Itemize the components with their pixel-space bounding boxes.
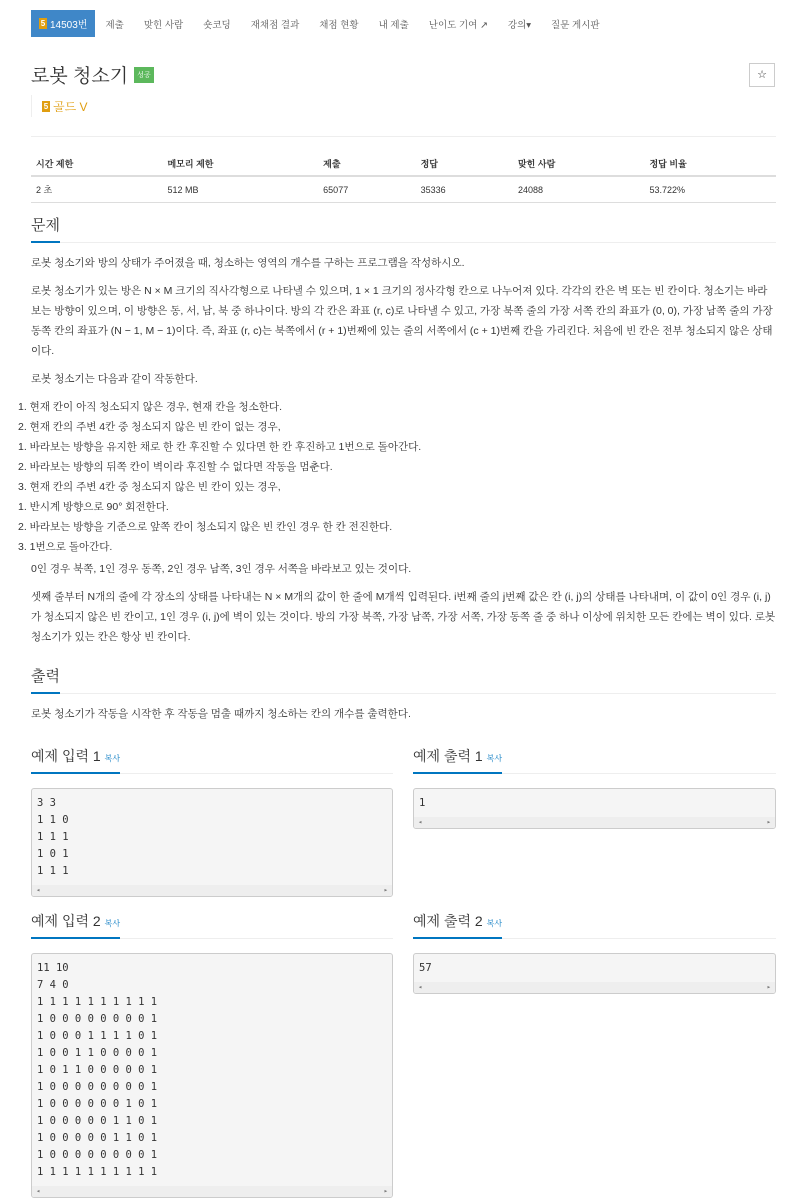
sample-text: 57 bbox=[419, 962, 432, 974]
td: 512 MB bbox=[162, 176, 318, 203]
td: 2 초 bbox=[31, 176, 162, 203]
page-title bbox=[31, 61, 154, 88]
list-item: 1. 바라보는 방향을 유지한 채로 한 칸 후진할 수 있다면 한 칸 후진하고 1번으로 돌아간다. bbox=[18, 441, 422, 453]
sample-output-2[interactable] bbox=[413, 953, 776, 994]
problem-p1: 로봇 청소기와 방의 상태가 주어졌을 때, 청소하는 영역의 개수를 구하는 프로그램을 작성하시오. bbox=[31, 257, 465, 269]
tier-label[interactable] bbox=[31, 95, 88, 117]
problem-section-header bbox=[31, 214, 776, 243]
th: 시간 제한 bbox=[31, 152, 162, 176]
tier-text: 골드 V bbox=[53, 99, 88, 114]
scrollbar[interactable]: ◂ ▸ bbox=[32, 1186, 392, 1197]
sample-output-1-heading bbox=[413, 746, 776, 774]
sample-input-2-heading bbox=[31, 911, 393, 939]
nav-lectures[interactable]: 강의▾ bbox=[507, 19, 532, 31]
problem-p2: 로봇 청소기가 있는 방은 N × M 크기의 직사각형으로 나타낼 수 있으며, 1 × 1 크기의 정사각형 칸으로 나누어져 있다. 각각의 칸은 벽 또는 빈 칸이다. 청소기는 바라보는 방향이 있으며, 이 방향은 동, 서, 남, 북 중 하나이다. 방의 각 칸은 좌표 (r, c)로 나타낼 수 있고, 가장 북쪽 줄의 가장 서쪽 칸의 좌표가 (0, 0), 가장 남쪽 줄의 가장 동쪽 칸의 좌표가 (N − 1, M − 1)이다. 즉, 좌표 (r, c)는 북쪽에서 (r + 1)번째에 있는 줄의 서쪽에서 (c + 1)번째 칸을 가리킨다. 처음에 빈 칸은 전부 청소되지 않은 상태이다. bbox=[31, 285, 773, 357]
problem-p4: 0인 경우 북쪽, 1인 경우 동쪽, 2인 경우 남쪽, 3인 경우 서쪽을 바라보고 있는 것이다. bbox=[31, 563, 412, 575]
sample-input-2[interactable] bbox=[31, 953, 393, 1198]
sample-input-1[interactable] bbox=[31, 788, 393, 897]
nav-submit[interactable]: 제출 bbox=[105, 19, 124, 31]
sample-output-1[interactable] bbox=[413, 788, 776, 829]
nav-status[interactable]: 채점 현황 bbox=[319, 19, 359, 31]
scrollbar[interactable]: ◂ ▸ bbox=[32, 885, 392, 896]
output-text: 로봇 청소기가 작동을 시작한 후 작동을 멈출 때까지 청소하는 칸의 개수를 출력한다. bbox=[31, 708, 411, 720]
list-item: 2. 바라보는 방향의 뒤쪽 칸이 벽이라 후진할 수 없다면 작동을 멈춘다. bbox=[18, 461, 333, 473]
samples-grid bbox=[31, 746, 776, 1198]
list-item: 1. 현재 칸이 아직 청소되지 않은 경우, 현재 칸을 청소한다. bbox=[18, 401, 282, 413]
nav-rejudge[interactable]: 재채점 결과 bbox=[250, 19, 300, 31]
nav-problem-id[interactable] bbox=[31, 10, 95, 37]
tier-icon: 5 bbox=[40, 19, 46, 28]
th: 메모리 제한 bbox=[162, 152, 318, 176]
divider bbox=[31, 136, 776, 137]
sample-output-1-block bbox=[413, 746, 776, 897]
sample-text: 11 10 7 4 0 1 1 1 1 1 1 1 1 1 1 1 0 0 0 0 0 0 0 0 1 1 0 0 0 1 1 1 1 0 1 1 0 0 1 1 0 0 0 0 1 1 0 1 1 0 0 0 0 0 1 1 0 0 0 0 0 0 0 0 1 1 0 0 0 0 0 0 1 0 1 1 0 0 0 0 0 1 1 0 1 1 0 0 0 0 0 1 1 0 1 1 0 0 0 0 0 0 0 0 1 1 1 1 1 1 1 1 1 1 1 bbox=[37, 962, 158, 1178]
list-item: 3. 1번으로 돌아간다. bbox=[18, 541, 113, 553]
heading-text: 예제 입력 1 bbox=[31, 748, 101, 764]
sample-text: 1 bbox=[419, 797, 426, 809]
sample-output-2-heading bbox=[413, 911, 776, 939]
tier-icon: 5 bbox=[43, 101, 49, 111]
list-item: 1. 반시계 방향으로 90° 회전한다. bbox=[18, 501, 169, 513]
list-item: 2. 바라보는 방향을 기준으로 앞쪽 칸이 청소되지 않은 빈 칸인 경우 한 칸 전진한다. bbox=[18, 521, 393, 533]
status-badge: 성공 bbox=[134, 67, 154, 83]
th: 제출 bbox=[318, 152, 415, 176]
sample-text: 3 3 1 1 0 1 1 1 1 0 1 1 1 1 bbox=[37, 797, 69, 877]
copy-button[interactable]: 복사 bbox=[486, 754, 503, 763]
problem-id: 14503번 bbox=[50, 20, 88, 31]
stats-table bbox=[31, 152, 776, 203]
sample-input-1-heading bbox=[31, 746, 393, 774]
th: 정답 bbox=[416, 152, 513, 176]
problem-p5: 셋째 줄부터 N개의 줄에 각 장소의 상태를 나타내는 N × M개의 값이 한 줄에 M개씩 입력된다. i번째 줄의 j번째 값은 칸 (i, j)의 상태를 나타내며, 이 값이 0인 경우 (i, j)가 청소되지 않은 빈 칸이고, 1인 경우 (i, j)에 벽이 있는 것이다. 방의 가장 북쪽, 가장 남쪽, 가장 서쪽, 가장 동쪽 줄 중 하나 이상에 위치한 모든 칸에는 벽이 있다. 로봇 청소기가 있는 칸은 항상 빈 칸이다. bbox=[31, 591, 776, 643]
td: 65077 bbox=[318, 176, 415, 203]
sample-input-1-block bbox=[31, 746, 393, 897]
copy-button[interactable]: 복사 bbox=[104, 754, 121, 763]
th: 맞힌 사람 bbox=[513, 152, 644, 176]
nav-my-submissions[interactable]: 내 제출 bbox=[378, 19, 409, 31]
td: 24088 bbox=[513, 176, 644, 203]
list-item: 3. 현재 칸의 주변 4칸 중 청소되지 않은 빈 칸이 있는 경우, bbox=[18, 481, 281, 493]
problem-heading: 문제 bbox=[31, 214, 60, 243]
td: 53.722% bbox=[644, 176, 776, 203]
heading-text: 예제 입력 2 bbox=[31, 913, 101, 929]
copy-button[interactable]: 복사 bbox=[486, 919, 503, 928]
star-button[interactable]: ☆ bbox=[749, 63, 775, 87]
nav-difficulty[interactable]: 난이도 기여 ↗ bbox=[428, 19, 488, 31]
scrollbar[interactable]: ◂ ▸ bbox=[414, 817, 775, 828]
output-section-header bbox=[31, 665, 776, 694]
heading-text: 예제 출력 1 bbox=[413, 748, 483, 764]
nav-board[interactable]: 질문 게시판 bbox=[551, 19, 600, 31]
th: 정답 비율 bbox=[644, 152, 776, 176]
td: 35336 bbox=[416, 176, 513, 203]
copy-button[interactable]: 복사 bbox=[104, 919, 121, 928]
scrollbar[interactable]: ◂ ▸ bbox=[414, 982, 775, 993]
title-text: 로봇 청소기 bbox=[31, 66, 129, 87]
problem-body bbox=[18, 214, 776, 1198]
nav-solved-users[interactable]: 맞힌 사람 bbox=[143, 19, 184, 31]
heading-text: 예제 출력 2 bbox=[413, 913, 483, 929]
list-item: 2. 현재 칸의 주변 4칸 중 청소되지 않은 빈 칸이 없는 경우, bbox=[18, 421, 281, 433]
output-heading: 출력 bbox=[31, 665, 60, 694]
sample-input-2-block bbox=[31, 911, 393, 1198]
nav-short-coding[interactable]: 숏코딩 bbox=[203, 19, 231, 31]
problem-nav bbox=[31, 10, 610, 37]
steps-list bbox=[18, 397, 776, 557]
sample-output-2-block bbox=[413, 911, 776, 1198]
problem-p3: 로봇 청소기는 다음과 같이 작동한다. bbox=[31, 373, 198, 385]
